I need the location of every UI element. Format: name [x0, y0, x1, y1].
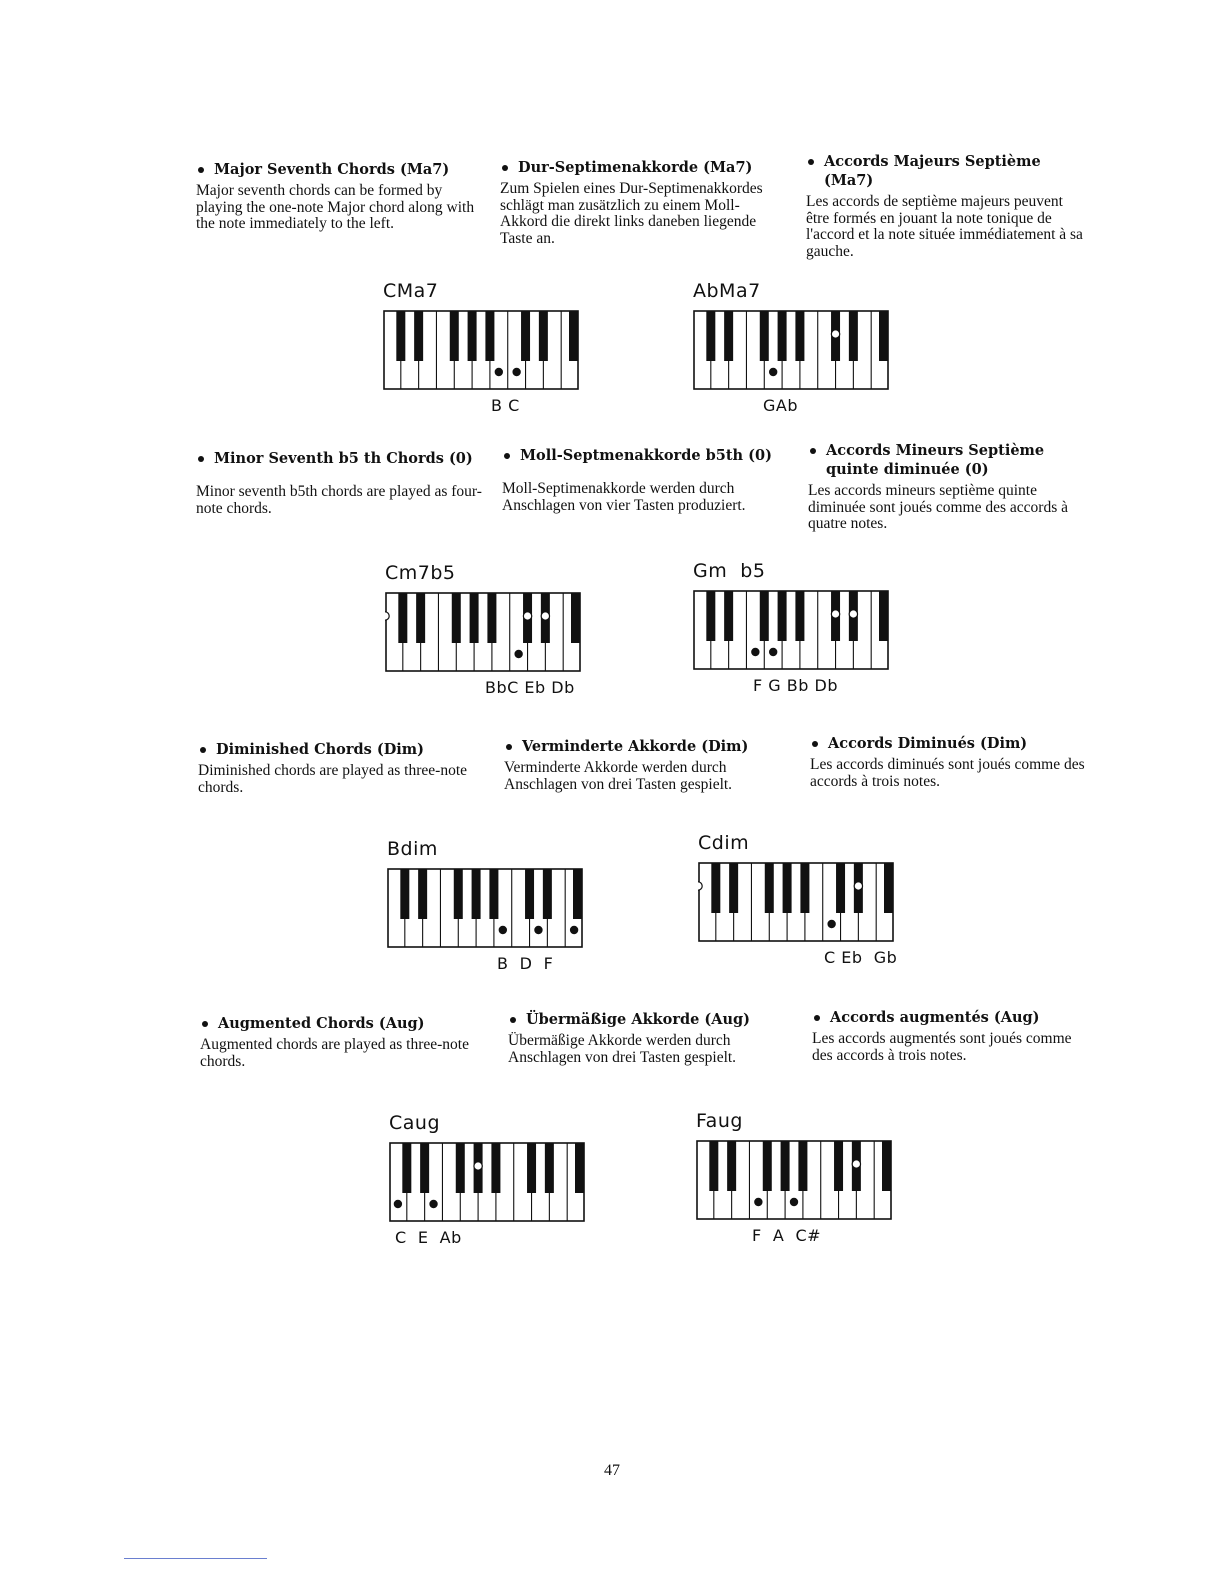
white-key-dot [827, 920, 835, 928]
section-heading: Verminderte Akkorde (Dim) [504, 737, 784, 756]
black-key-dot [852, 1160, 860, 1168]
black-key [781, 1141, 790, 1191]
keyboard-frame [384, 311, 578, 389]
keyboard-diagram [698, 862, 894, 942]
black-key [795, 311, 804, 361]
keyboard-frame [697, 1141, 891, 1219]
section-text: Les accords de septième majeurs peuvent être formés en jouant la note tonique de l'accord et la note située immédiatement à sa gauche. [806, 193, 1083, 260]
section-aug-en [200, 1014, 490, 1070]
chord-notes: C E Ab [395, 1228, 462, 1247]
keyboard-diagram [693, 310, 889, 390]
black-key [575, 1143, 584, 1193]
keyboard-diagram [696, 1140, 892, 1220]
black-key [760, 311, 769, 361]
section-text: Les accords diminués sont joués comme des accords à trois notes. [810, 756, 1085, 790]
section-text: Moll-Septimenakkorde werden durch Anschlagen von vier Tasten produziert. [502, 480, 746, 514]
keyboard-frame [699, 863, 893, 941]
keyboard-diagram [383, 310, 579, 390]
keyboard-frame [390, 1143, 584, 1221]
section-heading: Accords augmentés (Aug) [812, 1008, 1092, 1027]
black-key [778, 311, 787, 361]
page-number: 47 [604, 1462, 620, 1479]
section-ma7-fr [806, 152, 1086, 260]
section-m7b5-fr [808, 441, 1088, 533]
white-key-dot [769, 648, 777, 656]
black-key [456, 1143, 465, 1193]
section-heading: Accords Mineurs Septième quinte diminuée (0) [808, 441, 1088, 479]
white-key-dot [495, 368, 503, 376]
chord-notes: GAb [763, 396, 798, 415]
black-key-dot [831, 610, 839, 618]
chord-name: AbMa7 [693, 280, 761, 302]
section-m7b5-de [502, 446, 782, 514]
black-key [485, 311, 494, 361]
black-key [884, 863, 893, 913]
white-key-dot [769, 368, 777, 376]
section-ma7-en [196, 160, 486, 233]
white-key-dot [499, 926, 507, 934]
black-key [450, 311, 459, 361]
section-heading: Diminished Chords (Dim) [198, 740, 488, 759]
chord-notes: B C [491, 396, 520, 415]
black-key-dot [849, 610, 857, 618]
black-key [420, 1143, 429, 1193]
black-key [879, 311, 888, 361]
black-key [795, 591, 804, 641]
keyboard-frame [694, 311, 888, 389]
black-key [539, 311, 548, 361]
section-dim-en [198, 740, 488, 796]
white-key-dot [514, 650, 522, 658]
black-key [521, 311, 530, 361]
black-key [543, 869, 552, 919]
black-key [470, 593, 479, 643]
black-key [396, 311, 405, 361]
black-key [763, 1141, 772, 1191]
section-text: Major seventh chords can be formed by playing the one-note Major chord along with the note immediately to the left. [196, 182, 475, 232]
keyboard-frame [388, 869, 582, 947]
black-key [569, 311, 578, 361]
section-heading: Augmented Chords (Aug) [200, 1014, 490, 1033]
section-text: Les accords mineurs septième quinte diminuée sont joués comme des accords à quatre notes. [808, 482, 1068, 532]
keyboard-diagram [693, 590, 889, 670]
black-key-dot [523, 612, 531, 620]
chord-name: Cdim [698, 832, 750, 854]
black-key-dot [541, 612, 549, 620]
black-key [400, 869, 409, 919]
section-aug-fr [812, 1008, 1092, 1064]
black-key [454, 869, 463, 919]
black-key-dot [474, 1162, 482, 1170]
black-key [491, 1143, 500, 1193]
chord-notes: F A C# [752, 1226, 822, 1245]
chord-name: Gm b5 [693, 560, 766, 582]
white-key-dot [790, 1198, 798, 1206]
section-heading: Minor Seventh b5 th Chords (0) [196, 449, 486, 468]
chord-notes: C Eb Gb [824, 948, 898, 967]
black-key [783, 863, 792, 913]
section-text: Zum Spielen eines Dur-Septimenakkordes schlägt man zusätzlich zu einem Moll-Akkord die direkt links daneben liegende Taste an. [500, 180, 763, 247]
black-key [882, 1141, 891, 1191]
keyboard-diagram [387, 868, 583, 948]
white-key-dot [751, 648, 759, 656]
black-key [729, 863, 738, 913]
black-key [487, 593, 496, 643]
black-key [414, 311, 423, 361]
black-key [798, 1141, 807, 1191]
black-key [402, 1143, 411, 1193]
black-key [724, 591, 733, 641]
chord-notes: BbC Eb Db [485, 678, 575, 697]
black-key-dot [385, 612, 389, 620]
section-text: Minor seventh b5th chords are played as four-note chords. [196, 483, 482, 517]
white-key-dot [429, 1200, 437, 1208]
section-m7b5-en [196, 449, 486, 517]
black-key [727, 1141, 736, 1191]
section-text: Übermäßige Akkorde werden durch Anschlagen von drei Tasten gespielt. [508, 1032, 737, 1066]
white-key-dot [754, 1198, 762, 1206]
section-dim-fr [810, 734, 1090, 790]
chord-notes: F G Bb Db [753, 676, 838, 695]
black-key [800, 863, 809, 913]
white-key-dot [512, 368, 520, 376]
section-text: Verminderte Akkorde werden durch Anschlagen von drei Tasten gespielt. [504, 759, 733, 793]
black-key [765, 863, 774, 913]
black-key [849, 311, 858, 361]
chord-name: Bdim [387, 838, 438, 860]
black-key [706, 591, 715, 641]
section-heading: Accords Diminués (Dim) [810, 734, 1090, 753]
section-heading: Moll-Septmenakkorde b5th (0) [502, 446, 782, 465]
keyboard-diagram [389, 1142, 585, 1222]
black-key [711, 863, 720, 913]
section-aug-de [508, 1010, 788, 1066]
section-text: Les accords augmentés sont joués comme des accords à trois notes. [812, 1030, 1072, 1064]
black-key-dot [854, 882, 862, 890]
black-key [709, 1141, 718, 1191]
black-key-dot [698, 882, 702, 890]
black-key [398, 593, 407, 643]
keyboard-frame [386, 593, 580, 671]
chord-name: Caug [389, 1112, 441, 1134]
black-key [418, 869, 427, 919]
black-key [706, 311, 715, 361]
black-key [489, 869, 498, 919]
black-key [573, 869, 582, 919]
chord-notes: B D F [497, 954, 554, 973]
section-heading: Dur-Septimenakkorde (Ma7) [500, 158, 780, 177]
black-key [778, 591, 787, 641]
black-key [525, 869, 534, 919]
black-key [879, 591, 888, 641]
white-key-dot [534, 926, 542, 934]
section-heading: Übermäßige Akkorde (Aug) [508, 1010, 788, 1029]
black-key [836, 863, 845, 913]
black-key [416, 593, 425, 643]
white-key-dot [570, 926, 578, 934]
chord-name: Cm7b5 [385, 562, 456, 584]
section-text: Diminished chords are played as three-note chords. [198, 762, 468, 796]
footer-rule [124, 1558, 267, 1559]
black-key [571, 593, 580, 643]
chord-name: Faug [696, 1110, 743, 1132]
black-key [452, 593, 461, 643]
black-key [545, 1143, 554, 1193]
black-key [760, 591, 769, 641]
keyboard-diagram [385, 592, 581, 672]
section-heading: Major Seventh Chords (Ma7) [196, 160, 486, 179]
black-key [834, 1141, 843, 1191]
chord-name: CMa7 [383, 280, 439, 302]
white-key-dot [394, 1200, 402, 1208]
black-key [527, 1143, 536, 1193]
black-key [724, 311, 733, 361]
section-dim-de [504, 737, 784, 793]
section-ma7-de [500, 158, 780, 247]
black-key [468, 311, 477, 361]
black-key-dot [831, 330, 839, 338]
black-key [472, 869, 481, 919]
keyboard-frame [694, 591, 888, 669]
section-heading: Accords Majeurs Septième (Ma7) [806, 152, 1086, 190]
section-text: Augmented chords are played as three-note chords. [200, 1036, 469, 1070]
